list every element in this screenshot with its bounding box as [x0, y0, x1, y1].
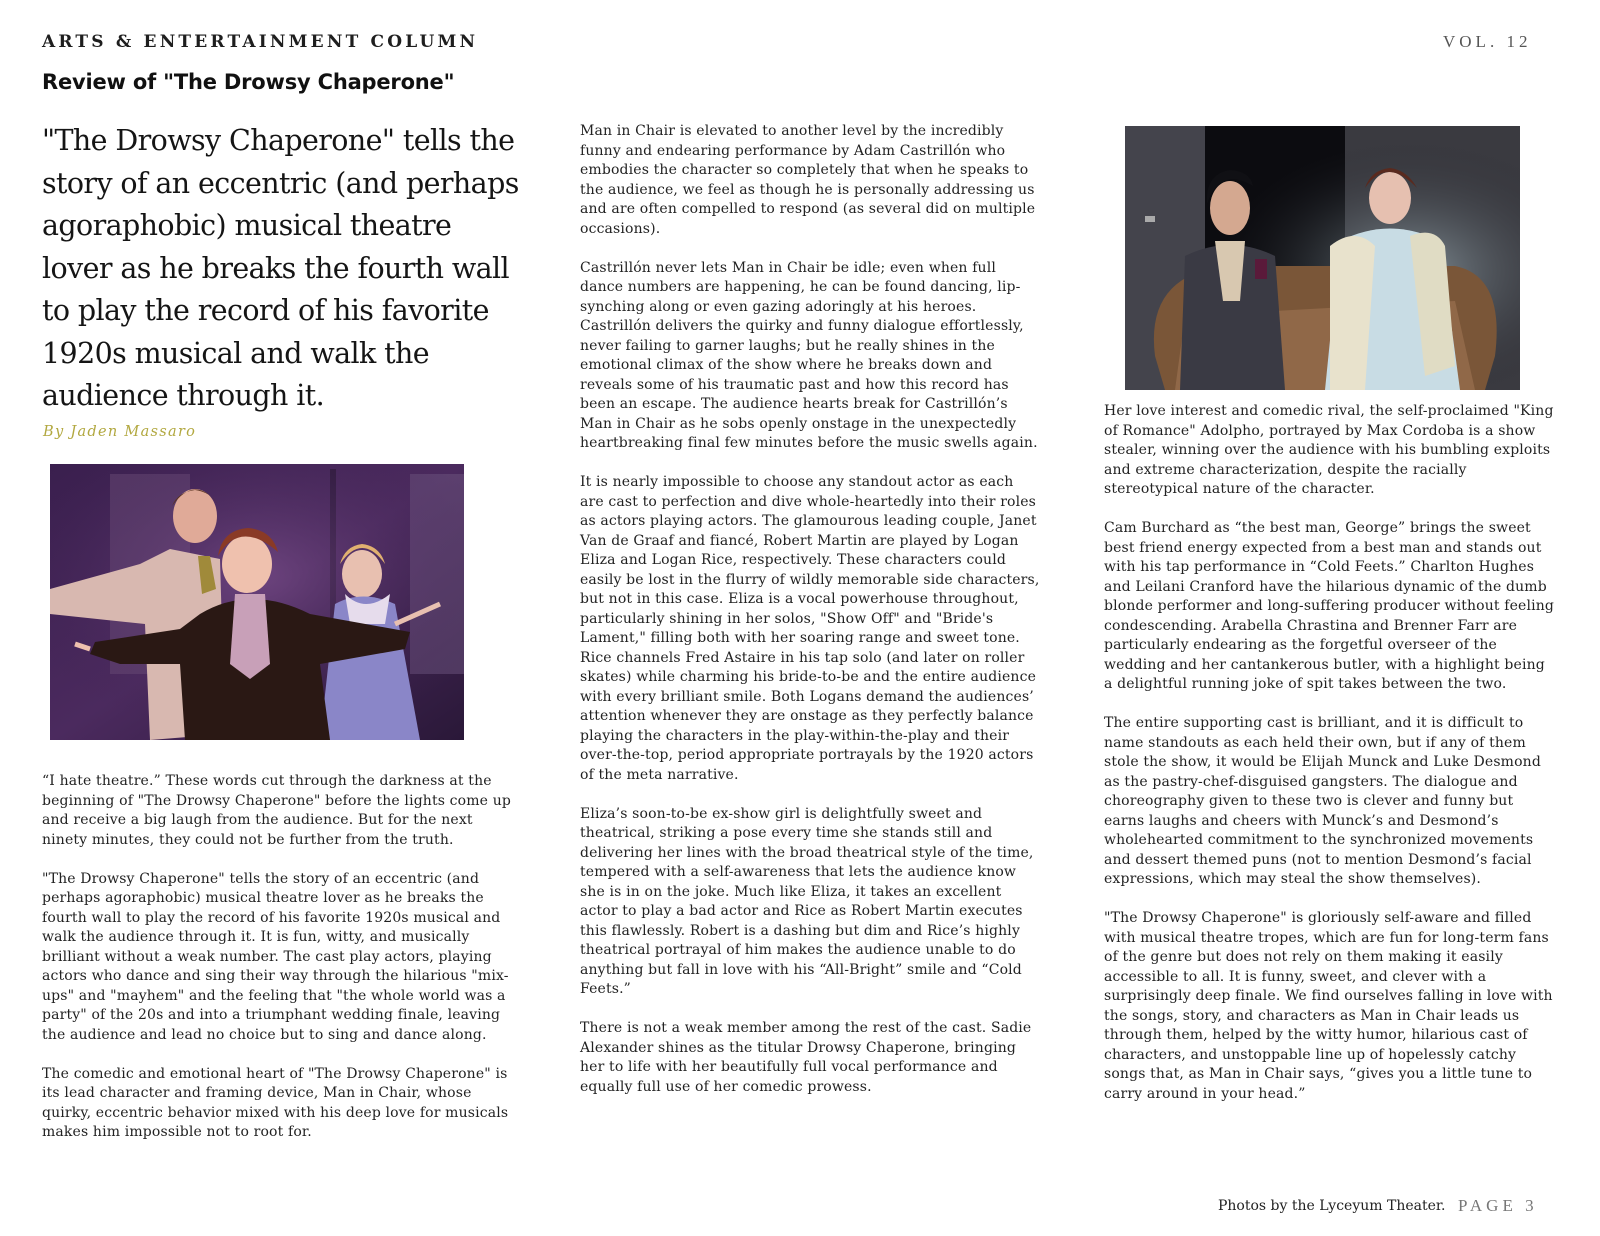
article-title: Review of "The Drowsy Chaperone" [42, 70, 455, 94]
paragraph: "The Drowsy Chaperone" is gloriously self-aware and filled with musical theatre tropes, which are fun for long-term fans of the genre but does not rely on them making it easily accessible to all. It is funny, sweet, and clever with a surprisingly deep finale. We find ourselves falling in love with the songs, story, and characters as Man in Chair leads us through them, helped by the witty humor, hilarious cast of characters, and unstoppable line up of hopelessly catchy songs that, as Man in Chair says, “gives you a little tune to carry around in your head.” [1104, 910, 1553, 1102]
photo-credit: Photos by the Lyceyum Theater. [1218, 1198, 1446, 1214]
paragraph: There is not a weak member among the rest of the cast. Sadie Alexander shines as the titular Drowsy Chaperone, bringing her to life with her beautifully full vocal performance and equally full use of her comedic prowess. [580, 1020, 1032, 1095]
paragraph: The comedic and emotional heart of "The Drowsy Chaperone" is its lead character and framing device, Man in Chair, whose quirky, eccentric behavior mixed with his deep love for musicals makes him impossible not to root for. [42, 1065, 509, 1140]
section-kicker: ARTS & ENTERTAINMENT COLUMN [42, 32, 479, 52]
paragraph: Eliza’s soon-to-be ex-show girl is delightfully sweet and theatrical, striking a pose every time she stands still and delivering her lines with the broad theatrical style of the time, tempered with a self-awareness that lets the audience know she is in on the joke. Much like Eliza, it takes an excellent actor to play a bad actor and Rice as Robert Martin executes this flawlessly. Robert is a dashing but dim and Rice’s highly theatrical portrayal of him makes the audience unable to do anything but fall in love with his “All-Bright” smile and “Cold Feets.” [580, 805, 1034, 997]
paragraph: Man in Chair is elevated to another level by the incredibly funny and endearing performance by Adam Castrillón who embodies the character so completely that when he speaks to the audience, we feel as though he is personally addressing us and are often compelled to respond (as several did on multiple occasions). [580, 123, 1036, 237]
article-deck: "The Drowsy Chaperone" tells the story of an eccentric (and perhaps agoraphobic) musical theatre lover as he breaks the fourth wall to play the record of his favorite 1920s musical and walk the audience through it. [42, 124, 519, 412]
column-middle [580, 122, 1040, 1117]
paragraph: It is nearly impossible to choose any standout actor as each are cast to perfection and dive whole-heartedly into their roles as actors playing actors. The glamourous leading couple, Janet Van de Graaf and fiancé, Robert Martin are played by Logan Eliza and Logan Rice, respectively. These characters could easily be lost in the flurry of wildly memorable side characters, but not in this case. Eliza is a vocal powerhouse throughout, particularly shining in her solos, "Show Off" and "Bride's Lament," filling both with her soaring range and sweet tone. Rice channels Fred Astaire in his tap solo (and later on roller skates) while charming his bride-to-be and the entire audience with every brilliant smile. Both Logans demand the audiences’ attention whenever they are onstage as they perfectly balance playing the characters in the play-within-the-play and their over-the-top, period appropriate portrayals by the 1920 actors of the meta narrative. [580, 474, 1040, 783]
paragraph: Cam Burchard as “the best man, George” brings the sweet best friend energy expected from a best man and stands out with his tap performance in “Cold Feets.” Charlton Hughes and Leilani Cranford have the hilarious dynamic of the dumb blonde performer and long-suffering producer without feeling condescending. Arabella Chrastina and Brenner Farr are particularly endearing as the forgetful overseer of the wedding and her cantankerous butler, with a highlight being a delightful running joke of spit takes between the two. [1104, 520, 1555, 692]
column-left [42, 772, 522, 1162]
paragraph: The entire supporting cast is brilliant, and it is difficult to name standouts as each held their own, but if any of them stole the show, it would be Elijah Munck and Luke Desmond as the pastry-chef-disguised gangsters. The dialogue and choreography given to these two is clever and funny but earns laughs and cheers with Munck’s and Desmond’s wholehearted commitment to the synchronized movements and dessert themed puns (not to mention Desmond’s facial expressions, which may steal the show themselves). [1104, 715, 1541, 887]
paragraph: "The Drowsy Chaperone" tells the story of an eccentric (and perhaps agoraphobic) musical theatre lover as he breaks the fourth wall to play the record of his favorite 1920s musical and walk the audience through it. It is fun, witty, and musically brilliant without a weak number. The cast play actors, playing actors who dance and sing their way through the hilarious "mix-ups" and "mayhem" and the feeling that "the whole world was a party" of the 20s and into a triumphant wedding finale, leaving the audience and lead no choice but to sing and dance along. [42, 870, 509, 1043]
stage-photo-cast-trio [50, 464, 464, 740]
paragraph: “I hate theatre.” These words cut through the darkness at the beginning of "The Drowsy Chaperone" before the lights come up and receive a big laugh from the audience. But for the next ninety minutes, they could not be further from the truth. [42, 773, 511, 848]
column-right [1104, 402, 1556, 1124]
stage-photo-man-in-chair [1125, 126, 1520, 390]
paragraph: Castrillón never lets Man in Chair be idle; even when full dance numbers are happening, he can be found dancing, lip-synching along or even gazing adoringly at his heroes. Castrillón delivers the quirky and funny dialogue effortlessly, never failing to garner laughs; but he really shines in the emotional climax of the show where he breaks down and reveals some of his traumatic past and how this record has been an escape. The audience hearts break for Castrillón’s Man in Chair as he sobs openly onstage in the unexpectedly heartbreaking final few minutes before the music swells again. [580, 259, 1038, 451]
volume-label: VOL. 12 [1443, 32, 1532, 51]
paragraph: Her love interest and comedic rival, the self-proclaimed "King of Romance" Adolpho, portrayed by Max Cordoba is a show stealer, winning over the audience with his bumbling exploits and extreme characterization, despite the racially stereotypical nature of the character. [1104, 403, 1554, 497]
byline: By Jaden Massaro [43, 424, 197, 440]
page-number: PAGE 3 [1458, 1196, 1538, 1215]
